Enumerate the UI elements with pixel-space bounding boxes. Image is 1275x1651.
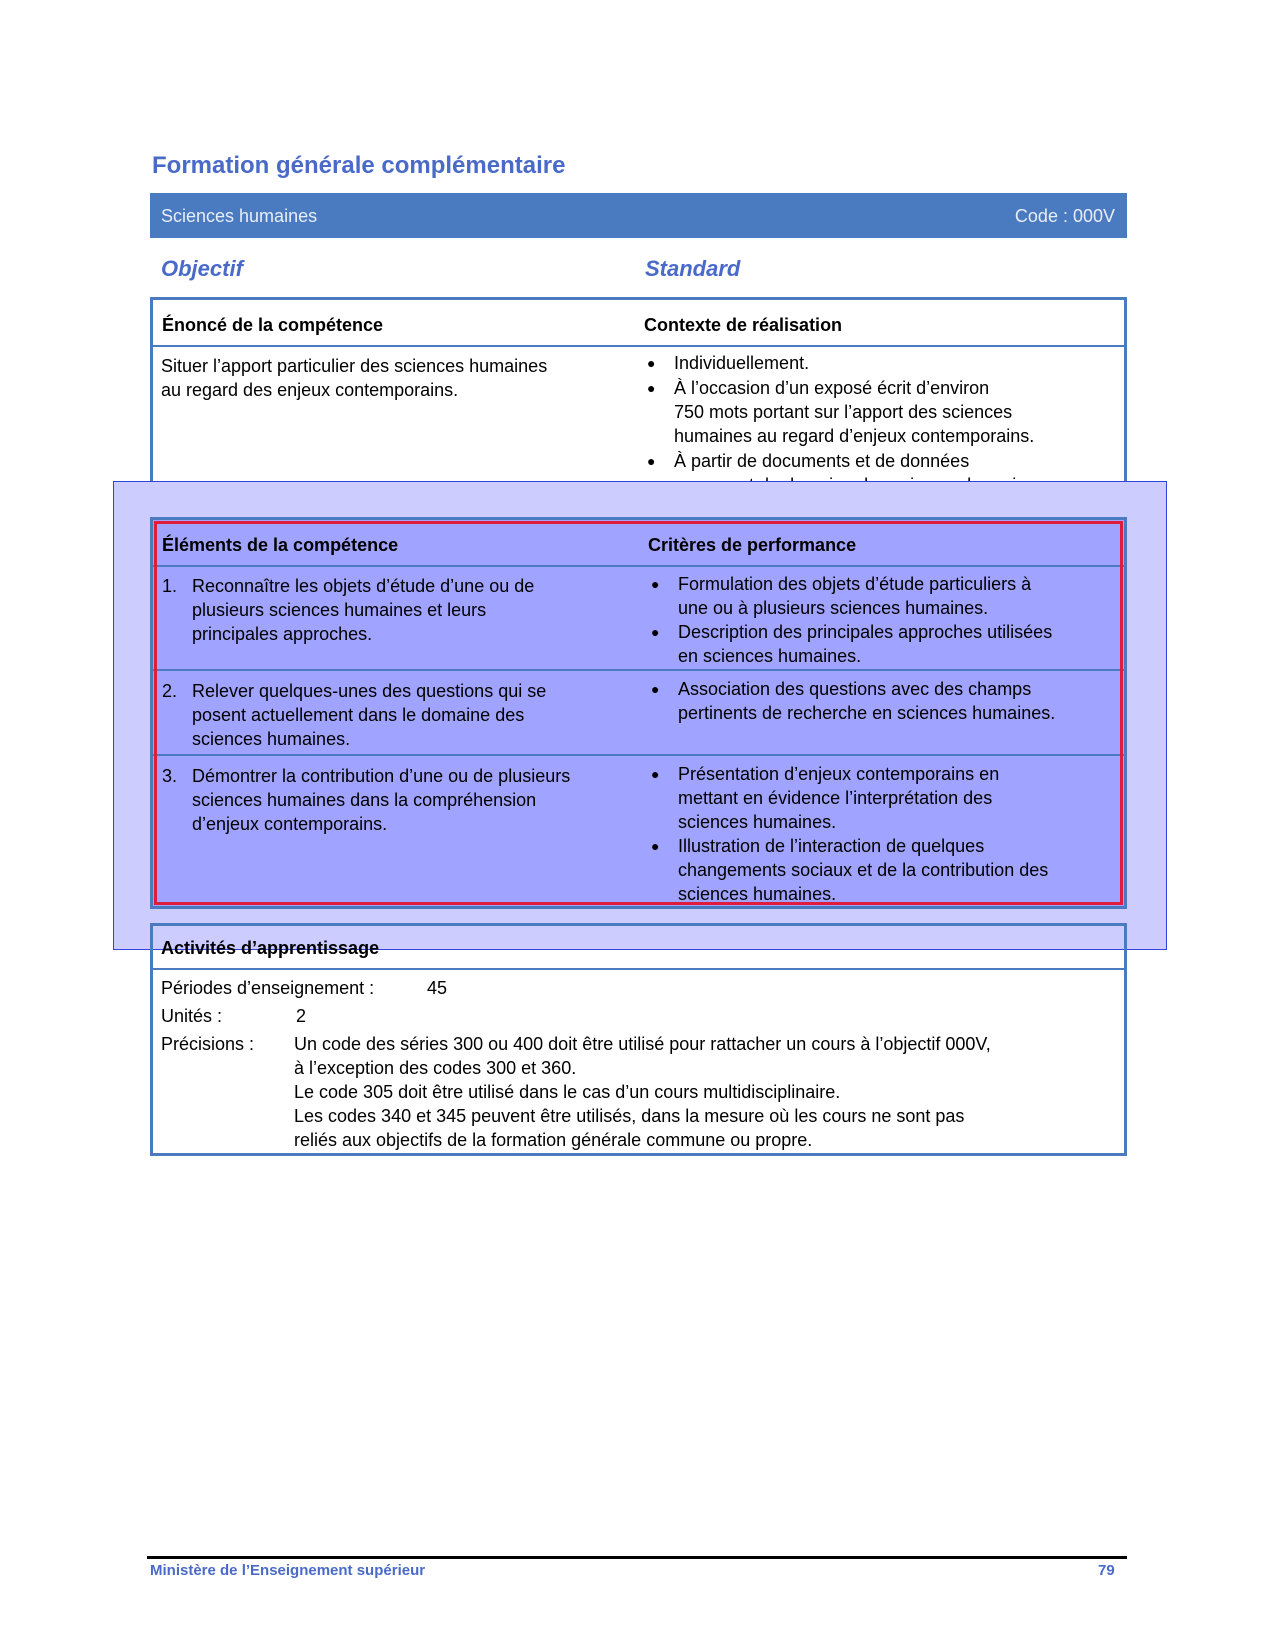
text-line: au regard des enjeux contemporains. <box>161 380 459 400</box>
bullet-icon: ● <box>647 380 656 396</box>
precisions-line: à l’exception des codes 300 et 360. <box>294 1058 577 1078</box>
text-line: Démontrer la contribution d’une ou de plusieurs <box>192 766 571 786</box>
enonce-heading: Énoncé de la compétence <box>162 315 384 335</box>
text-line: principales approches. <box>192 624 373 644</box>
criterion-line: mettant en évidence l’interprétation des <box>678 788 993 808</box>
footer-rule <box>147 1556 1127 1559</box>
subject-label: Sciences humaines <box>161 206 318 226</box>
unites-value: 2 <box>296 1006 307 1026</box>
precisions-label: Précisions : <box>161 1034 255 1054</box>
precisions-line: Les codes 340 et 345 peuvent être utilisés, dans la mesure où les cours ne sont pas <box>294 1106 965 1126</box>
text-line: posent actuellement dans le domaine des <box>192 705 525 725</box>
criterion-line: sciences humaines. <box>678 812 837 832</box>
criterion-line: une ou à plusieurs sciences humaines. <box>678 598 989 618</box>
criterion-line: changements sociaux et de la contribution des <box>678 860 1049 880</box>
criterion-line: Présentation d’enjeux contemporains en <box>678 764 1000 784</box>
criterion-line: Illustration de l’interaction de quelques <box>678 836 985 856</box>
divider <box>153 968 1124 970</box>
contexte-heading: Contexte de réalisation <box>644 315 843 335</box>
list-item: À l’occasion d’un exposé écrit d’environ <box>674 378 990 398</box>
elements-selection-border <box>154 521 1123 905</box>
row-number: 2. <box>162 681 178 701</box>
page-title: Formation générale complémentaire <box>152 152 566 179</box>
bullet-icon: ● <box>651 681 660 697</box>
objectif-heading: Objectif <box>161 256 243 281</box>
bullet-icon: ● <box>651 766 660 782</box>
precisions-line: reliés aux objectifs de la formation générale commune ou propre. <box>294 1130 813 1150</box>
list-item: 750 mots portant sur l’apport des sciences <box>674 402 1013 422</box>
subject-band <box>150 193 1127 238</box>
list-item: humaines au regard d’enjeux contemporains. <box>674 426 1035 446</box>
activites-box <box>150 923 1127 1156</box>
course-code: Code : 000V <box>1014 206 1115 226</box>
competence-box <box>150 297 1127 497</box>
bullet-icon: ● <box>647 453 656 469</box>
bullet-icon: ● <box>651 838 660 854</box>
elements-heading: Éléments de la compétence <box>162 535 399 555</box>
divider <box>153 345 1124 347</box>
text-line: d’enjeux contemporains. <box>192 814 388 834</box>
bullet-icon: ● <box>647 355 656 371</box>
row-number: 1. <box>162 576 178 596</box>
bullet-icon: ● <box>651 576 660 592</box>
text-line: sciences humaines dans la compréhension <box>192 790 537 810</box>
list-item: À partir de documents et de données <box>674 451 970 471</box>
precisions-line: Un code des séries 300 ou 400 doit être utilisé pour rattacher un cours à l’objectif 000V, <box>294 1034 991 1054</box>
text-line: Relever quelques-unes des questions qui se <box>192 681 547 701</box>
list-item: Individuellement. <box>674 353 810 373</box>
text-line: plusieurs sciences humaines et leurs <box>192 600 487 620</box>
criterion-line: pertinents de recherche en sciences humaines. <box>678 703 1056 723</box>
periodes-label: Périodes d’enseignement : <box>161 978 375 998</box>
criterion-line: sciences humaines. <box>678 884 837 904</box>
periodes-value: 45 <box>427 978 448 998</box>
activites-heading: Activités d’apprentissage <box>161 938 380 958</box>
criteres-heading: Critères de performance <box>648 535 857 555</box>
footer-ministry: Ministère de l’Enseignement supérieur <box>150 1562 426 1579</box>
text-line: Reconnaître les objets d’étude d’une ou de <box>192 576 535 596</box>
criterion-line: en sciences humaines. <box>678 646 862 666</box>
bullet-icon: ● <box>651 624 660 640</box>
criterion-line: Formulation des objets d’étude particuliers à <box>678 574 1032 594</box>
text-line: sciences humaines. <box>192 729 351 749</box>
precisions-line: Le code 305 doit être utilisé dans le cas d’un cours multidisciplinaire. <box>294 1082 841 1102</box>
unites-label: Unités : <box>161 1006 223 1026</box>
criterion-line: Association des questions avec des champs <box>678 679 1032 699</box>
row-number: 3. <box>162 766 178 786</box>
text-line: Situer l’apport particulier des sciences humaines <box>161 356 548 376</box>
standard-heading: Standard <box>645 256 741 281</box>
page-number: 79 <box>1098 1562 1115 1579</box>
criterion-line: Description des principales approches utilisées <box>678 622 1053 642</box>
